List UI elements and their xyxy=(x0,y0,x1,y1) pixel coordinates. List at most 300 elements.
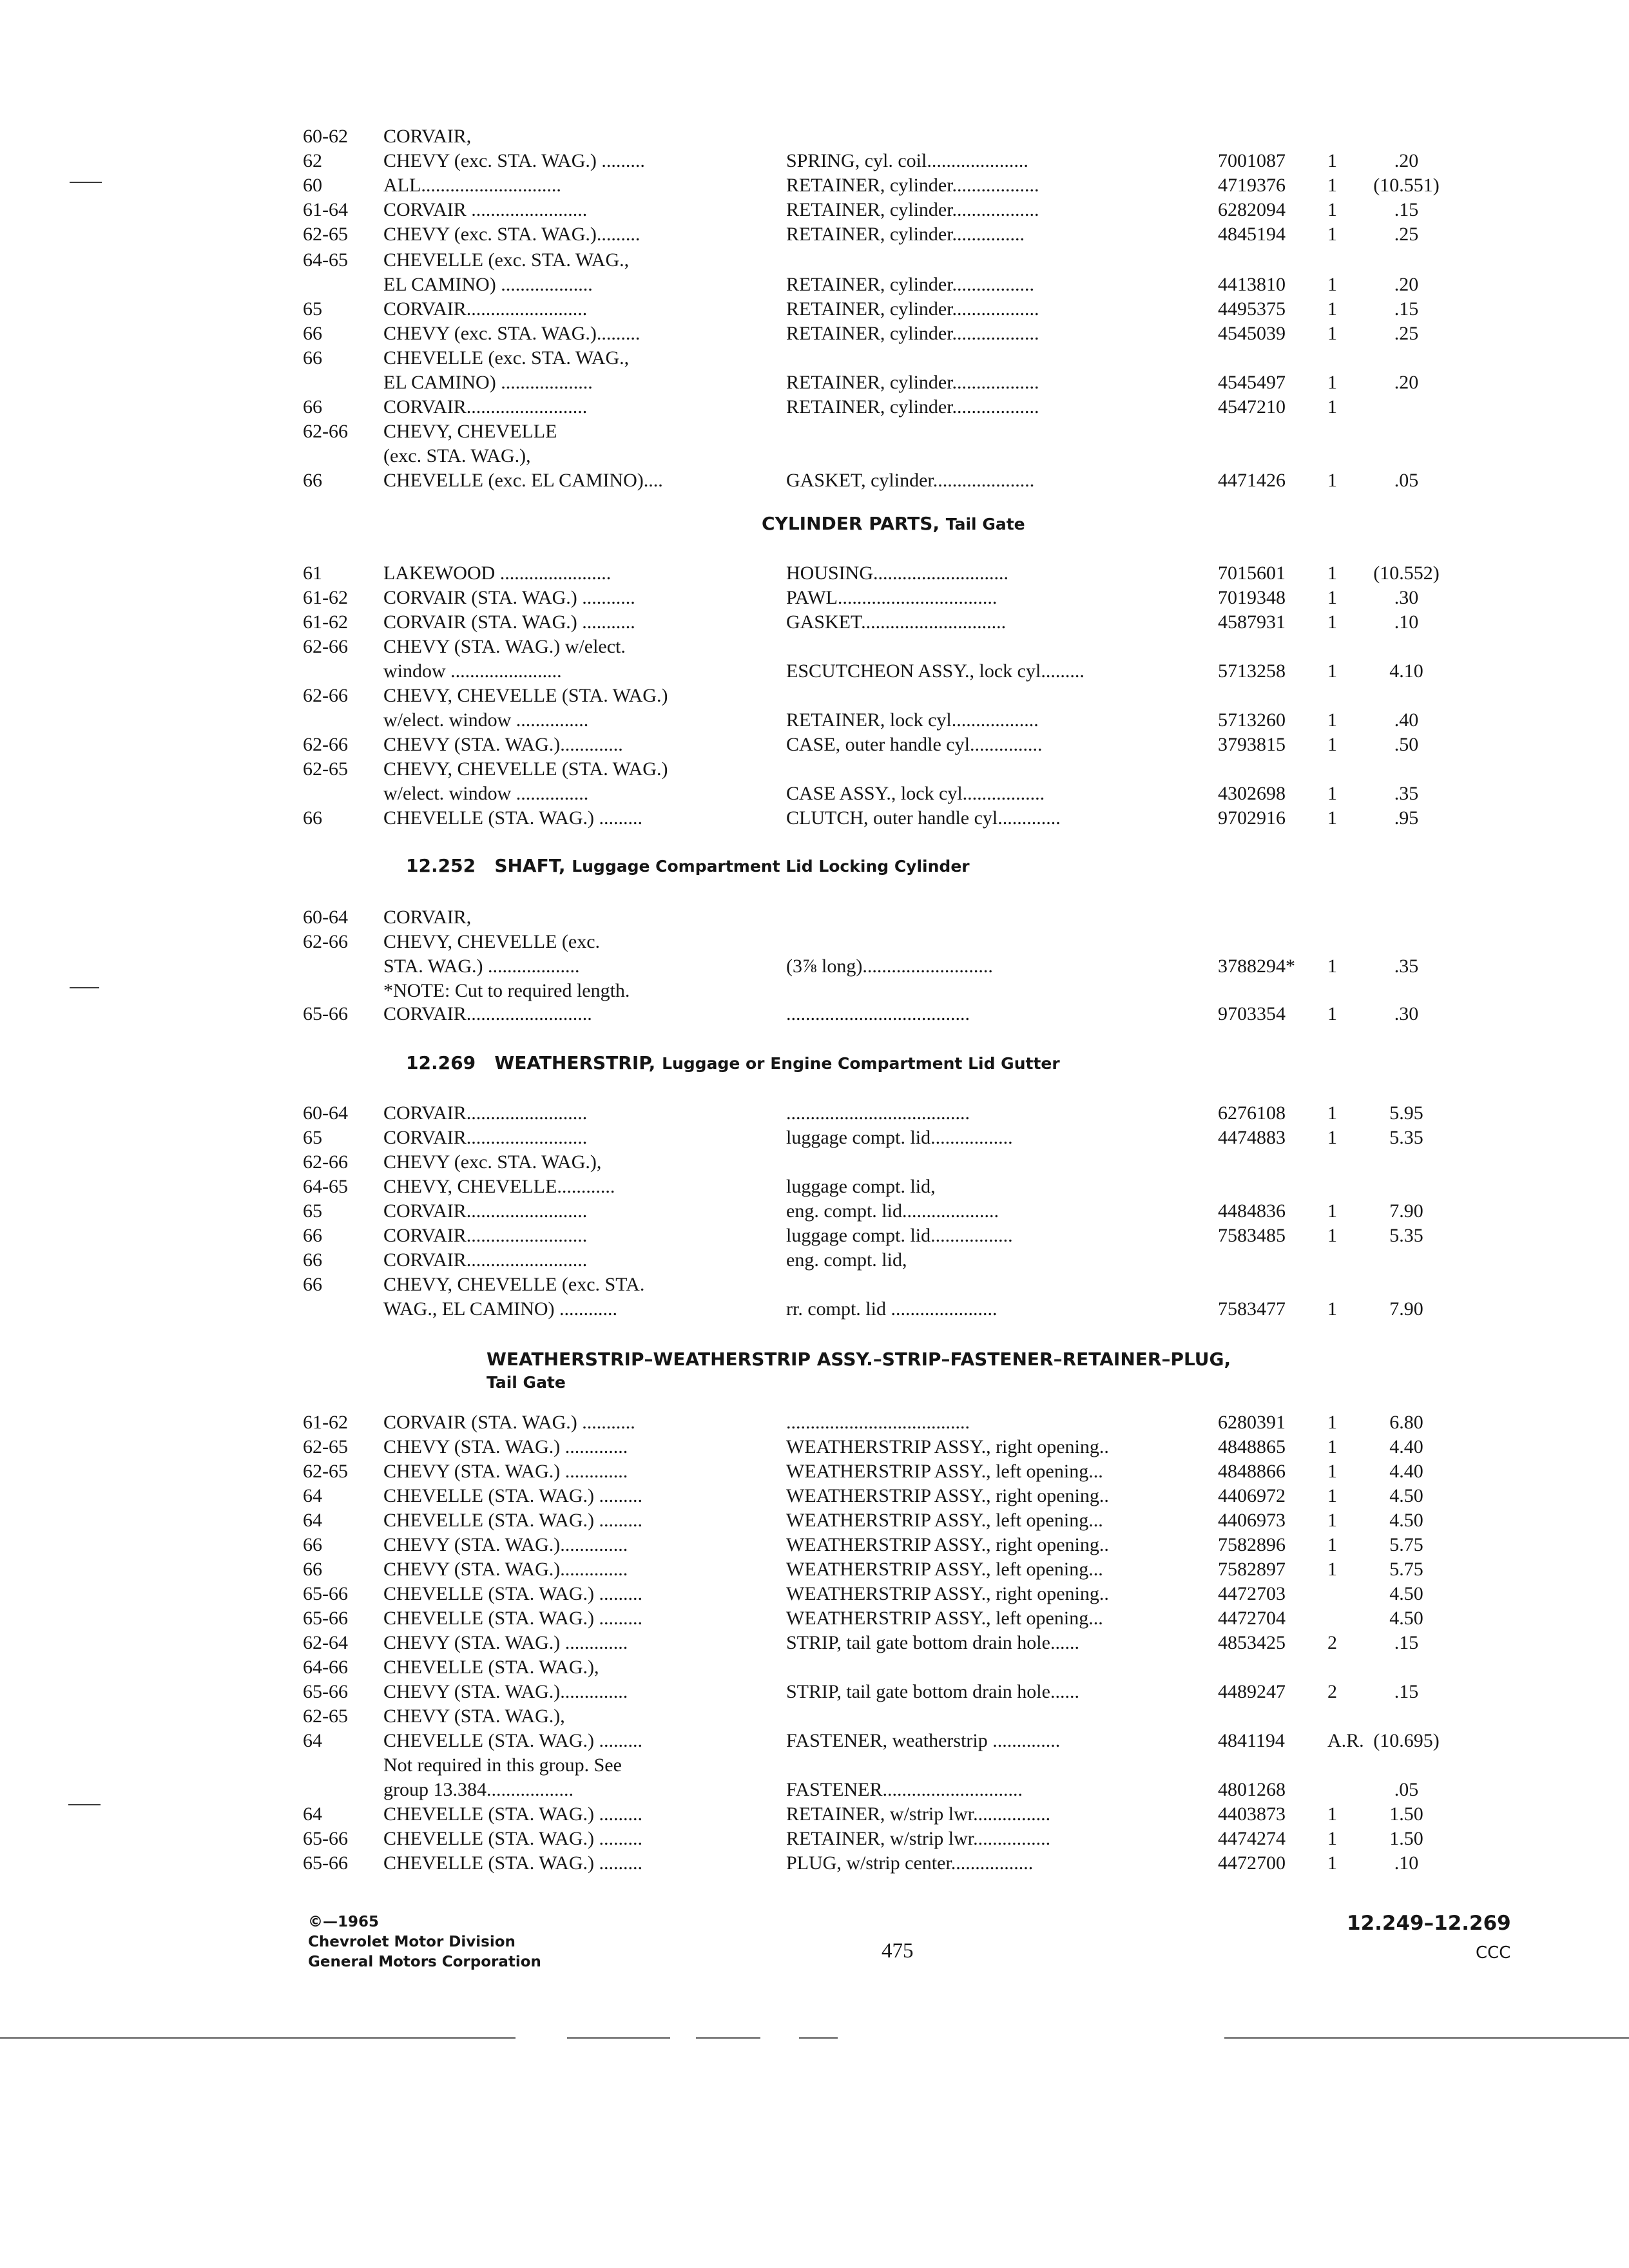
quantity: A.R. xyxy=(1327,1730,1364,1751)
year: 66 xyxy=(303,807,322,829)
part: RETAINER, cylinder.................. xyxy=(786,323,1039,344)
year: 60-62 xyxy=(303,126,348,147)
footer-code: CCC xyxy=(1476,1943,1511,1963)
parts-row xyxy=(0,707,1629,733)
bottom-rule xyxy=(567,2037,670,2039)
parts-row xyxy=(0,1679,1629,1705)
part: (3⅞ long)........................... xyxy=(786,956,993,977)
model: CHEVY, CHEVELLE (STA. WAG.) xyxy=(383,758,668,780)
parts-row xyxy=(0,1483,1629,1509)
heading-main: WEATHERSTRIP, xyxy=(494,1052,656,1073)
part-number: 4848866 xyxy=(1218,1461,1286,1482)
part-number: 4848865 xyxy=(1218,1436,1286,1457)
model: WAG., EL CAMINO) ............ xyxy=(383,1298,618,1320)
parts-row xyxy=(0,1100,1629,1126)
price: .15 xyxy=(1394,1681,1419,1702)
part: luggage compt. lid................. xyxy=(786,1225,1013,1246)
quantity: 1 xyxy=(1327,1559,1337,1580)
year: 64-65 xyxy=(303,249,348,271)
part: ...................................... xyxy=(786,1412,970,1433)
parts-row xyxy=(0,370,1629,396)
quantity: 1 xyxy=(1327,1828,1337,1849)
part-number: 7019348 xyxy=(1218,587,1286,608)
part: WEATHERSTRIP ASSY., left opening... xyxy=(786,1608,1103,1629)
part: RETAINER, cylinder.................. xyxy=(786,396,1039,418)
year: 62-65 xyxy=(303,1461,348,1482)
footer-copyright: ©—1965 xyxy=(308,1914,380,1930)
section-heading-12-269 xyxy=(406,1052,1060,1075)
parts-row xyxy=(0,905,1629,930)
parts-row xyxy=(0,1272,1629,1298)
part-number: 4545039 xyxy=(1218,323,1286,344)
heading-number: 12.269 xyxy=(406,1052,476,1073)
part: WEATHERSTRIP ASSY., left opening... xyxy=(786,1559,1103,1580)
part: RETAINER, cylinder................. xyxy=(786,274,1035,295)
year: 65 xyxy=(303,298,322,320)
heading-sub: Tail Gate xyxy=(487,1373,566,1392)
price: 5.75 xyxy=(1389,1534,1423,1555)
year: 66 xyxy=(303,1249,322,1271)
part: ...................................... xyxy=(786,1003,970,1024)
part-number: 4474274 xyxy=(1218,1828,1286,1849)
quantity: 1 xyxy=(1327,1127,1337,1148)
part: RETAINER, cylinder.................. xyxy=(786,199,1039,220)
parts-row xyxy=(0,1704,1629,1729)
price: 1.50 xyxy=(1389,1803,1423,1825)
price: .10 xyxy=(1394,611,1419,633)
year: 62-64 xyxy=(303,1632,348,1653)
parts-row xyxy=(0,781,1629,807)
part-number: 4484836 xyxy=(1218,1200,1286,1222)
model: CHEVELLE (STA. WAG.), xyxy=(383,1657,599,1678)
year: 61 xyxy=(303,562,322,584)
heading-main: SHAFT, xyxy=(494,855,566,876)
parts-row xyxy=(0,1581,1629,1607)
model: CORVAIR......................... xyxy=(383,1249,588,1271)
part-number: 4495375 xyxy=(1218,298,1286,320)
year: 66 xyxy=(303,347,322,369)
model: CHEVY (exc. STA. WAG.)......... xyxy=(383,224,641,245)
price: .25 xyxy=(1394,323,1419,344)
year: 62-65 xyxy=(303,1436,348,1457)
part: rr. compt. lid ...................... xyxy=(786,1298,998,1320)
model: CHEVELLE (STA. WAG.) ......... xyxy=(383,1730,642,1751)
model: CHEVY (STA. WAG.).............. xyxy=(383,1681,628,1702)
parts-row xyxy=(0,683,1629,709)
parts-row xyxy=(0,394,1629,420)
section-heading-weatherstrip-tail-gate xyxy=(487,1348,1231,1394)
quantity: 1 xyxy=(1327,1225,1337,1246)
parts-row xyxy=(0,148,1629,174)
quantity: 1 xyxy=(1327,1534,1337,1555)
quantity: 1 xyxy=(1327,734,1337,755)
price: .15 xyxy=(1394,298,1419,320)
parts-row xyxy=(0,978,1629,1004)
parts-row xyxy=(0,610,1629,635)
price: .20 xyxy=(1394,150,1419,171)
quantity: 1 xyxy=(1327,1003,1337,1024)
model: CHEVY, CHEVELLE xyxy=(383,421,557,442)
price: .15 xyxy=(1394,1632,1419,1653)
parts-row xyxy=(0,1826,1629,1852)
part-number: 4472700 xyxy=(1218,1852,1286,1874)
model: w/elect. window ............... xyxy=(383,783,589,804)
model: window ....................... xyxy=(383,660,562,682)
year: 65-66 xyxy=(303,1608,348,1629)
model: Not required in this group. See xyxy=(383,1754,622,1776)
model: CHEVY (exc. STA. WAG.), xyxy=(383,1151,602,1173)
quantity: 1 xyxy=(1327,1510,1337,1531)
parts-row xyxy=(0,1532,1629,1558)
part-number: 4801268 xyxy=(1218,1779,1286,1800)
parts-row xyxy=(0,1508,1629,1533)
year: 62-66 xyxy=(303,636,348,657)
part-number: 6276108 xyxy=(1218,1102,1286,1124)
price: 5.35 xyxy=(1389,1127,1423,1148)
price: (10.552) xyxy=(1373,562,1440,584)
part-number: 3788294* xyxy=(1218,956,1295,977)
parts-row xyxy=(0,1777,1629,1803)
year: 61-62 xyxy=(303,587,348,608)
model: CHEVY (STA. WAG.) w/elect. xyxy=(383,636,626,657)
part: PLUG, w/strip center................. xyxy=(786,1852,1034,1874)
model: CHEVY, CHEVELLE............ xyxy=(383,1176,615,1197)
model: STA. WAG.) ................... xyxy=(383,956,580,977)
part: RETAINER, cylinder.................. xyxy=(786,175,1039,196)
year: 64-66 xyxy=(303,1657,348,1678)
model: CHEVELLE (exc. EL CAMINO).... xyxy=(383,470,663,491)
price: 5.95 xyxy=(1389,1102,1423,1124)
model: CORVAIR......................... xyxy=(383,1102,588,1124)
quantity: 1 xyxy=(1327,1436,1337,1457)
price: 4.50 xyxy=(1389,1583,1423,1604)
heading-main: CYLINDER PARTS, xyxy=(762,513,940,534)
part-number: 4719376 xyxy=(1218,175,1286,196)
model: CORVAIR (STA. WAG.) ........... xyxy=(383,611,635,633)
quantity: 1 xyxy=(1327,1102,1337,1124)
model: CHEVELLE (STA. WAG.) ......... xyxy=(383,1510,642,1531)
price: 7.90 xyxy=(1389,1200,1423,1222)
parts-row xyxy=(0,1630,1629,1656)
parts-row xyxy=(0,222,1629,247)
quantity: 1 xyxy=(1327,709,1337,731)
model: CORVAIR (STA. WAG.) ........... xyxy=(383,587,635,608)
year: 61-62 xyxy=(303,611,348,633)
parts-row xyxy=(0,197,1629,223)
model: CHEVY (STA. WAG.) ............. xyxy=(383,1632,628,1653)
quantity: 1 xyxy=(1327,562,1337,584)
part: RETAINER, w/strip lwr................ xyxy=(786,1803,1051,1825)
parts-row xyxy=(0,1001,1629,1027)
part: HOUSING............................ xyxy=(786,562,1008,584)
year: 60 xyxy=(303,175,322,196)
part: CASE, outer handle cyl............... xyxy=(786,734,1043,755)
model: CORVAIR.......................... xyxy=(383,1003,592,1024)
quantity: 1 xyxy=(1327,660,1337,682)
model: CHEVY, CHEVELLE (exc. STA. xyxy=(383,1274,645,1295)
quantity: 1 xyxy=(1327,956,1337,977)
parts-row xyxy=(0,1410,1629,1436)
price: (10.695) xyxy=(1373,1730,1440,1751)
part-number: 4845194 xyxy=(1218,224,1286,245)
model: CORVAIR, xyxy=(383,126,472,147)
part: WEATHERSTRIP ASSY., right opening.. xyxy=(786,1436,1109,1457)
price: .05 xyxy=(1394,1779,1419,1800)
part-number: 7015601 xyxy=(1218,562,1286,584)
part: WEATHERSTRIP ASSY., right opening.. xyxy=(786,1534,1109,1555)
parts-row xyxy=(0,1753,1629,1778)
year: 65-66 xyxy=(303,1003,348,1024)
model: CORVAIR, xyxy=(383,907,472,928)
part-number: 6282094 xyxy=(1218,199,1286,220)
part-number: 9702916 xyxy=(1218,807,1286,829)
year: 64 xyxy=(303,1510,322,1531)
part: CASE ASSY., lock cyl................. xyxy=(786,783,1045,804)
part-number: 4406973 xyxy=(1218,1510,1286,1531)
year: 65-66 xyxy=(303,1828,348,1849)
price: 4.10 xyxy=(1389,660,1423,682)
heading-sub: Tail Gate xyxy=(945,515,1025,533)
part-number: 4472703 xyxy=(1218,1583,1286,1604)
part-number: 5713258 xyxy=(1218,660,1286,682)
quantity: 1 xyxy=(1327,372,1337,393)
part-number: 4403873 xyxy=(1218,1803,1286,1825)
price: .30 xyxy=(1394,587,1419,608)
price: 5.35 xyxy=(1389,1225,1423,1246)
model: EL CAMINO) ................... xyxy=(383,274,593,295)
parts-row xyxy=(0,1802,1629,1827)
year: 65 xyxy=(303,1200,322,1222)
bottom-rule xyxy=(0,2037,516,2039)
quantity: 2 xyxy=(1327,1681,1337,1702)
model: LAKEWOOD ....................... xyxy=(383,562,612,584)
parts-row xyxy=(0,321,1629,347)
price: 4.50 xyxy=(1389,1485,1423,1506)
part: RETAINER, cylinder.................. xyxy=(786,372,1039,393)
parts-row xyxy=(0,247,1629,273)
part-number: 4841194 xyxy=(1218,1730,1285,1751)
model: CHEVY, CHEVELLE (exc. xyxy=(383,931,601,952)
part: GASKET, cylinder..................... xyxy=(786,470,1035,491)
model: CORVAIR (STA. WAG.) ........... xyxy=(383,1412,635,1433)
model: CHEVELLE (STA. WAG.) ......... xyxy=(383,1583,642,1604)
year: 65-66 xyxy=(303,1681,348,1702)
year: 65-66 xyxy=(303,1852,348,1874)
price: 5.75 xyxy=(1389,1559,1423,1580)
model: EL CAMINO) ................... xyxy=(383,372,593,393)
parts-row xyxy=(0,1174,1629,1200)
part-number: 4853425 xyxy=(1218,1632,1286,1653)
quantity: 1 xyxy=(1327,175,1337,196)
price: .40 xyxy=(1394,709,1419,731)
part: luggage compt. lid, xyxy=(786,1176,936,1197)
model: CHEVY (STA. WAG.).............. xyxy=(383,1559,628,1580)
model: CHEVELLE (STA. WAG.) ......... xyxy=(383,1803,642,1825)
part: ...................................... xyxy=(786,1102,970,1124)
bottom-rule xyxy=(696,2037,760,2039)
part-number: 7582896 xyxy=(1218,1534,1286,1555)
part: eng. compt. lid, xyxy=(786,1249,907,1271)
parts-row xyxy=(0,805,1629,831)
model: w/elect. window ............... xyxy=(383,709,589,731)
quantity: 1 xyxy=(1327,199,1337,220)
quantity: 1 xyxy=(1327,1200,1337,1222)
parts-row xyxy=(0,272,1629,298)
part-number: 4472704 xyxy=(1218,1608,1286,1629)
part: WEATHERSTRIP ASSY., left opening... xyxy=(786,1510,1103,1531)
part: SPRING, cyl. coil..................... xyxy=(786,150,1028,171)
heading-sub: Luggage Compartment Lid Locking Cylinder xyxy=(572,857,970,876)
model: CHEVY (STA. WAG.) ............. xyxy=(383,1461,628,1482)
parts-row xyxy=(0,1557,1629,1582)
price: 4.50 xyxy=(1389,1608,1423,1629)
year: 62-66 xyxy=(303,685,348,706)
year: 65 xyxy=(303,1127,322,1148)
part-number: 4413810 xyxy=(1218,274,1286,295)
part-number: 4471426 xyxy=(1218,470,1286,491)
model: CORVAIR......................... xyxy=(383,396,588,418)
price: .30 xyxy=(1394,1003,1419,1024)
parts-row xyxy=(0,1296,1629,1322)
part: RETAINER, lock cyl.................. xyxy=(786,709,1039,731)
parts-row xyxy=(0,561,1629,586)
footer-group-range: 12.249–12.269 xyxy=(1347,1912,1511,1935)
margin-tick xyxy=(68,1804,101,1805)
model: CHEVELLE (STA. WAG.) ......... xyxy=(383,807,642,829)
quantity: 1 xyxy=(1327,807,1337,829)
year: 64 xyxy=(303,1485,322,1506)
year: 60-64 xyxy=(303,907,348,928)
parts-row xyxy=(0,658,1629,684)
model: CHEVELLE (STA. WAG.) ......... xyxy=(383,1828,642,1849)
model: CHEVY (STA. WAG.)............. xyxy=(383,734,623,755)
section-heading-12-252 xyxy=(406,854,970,878)
heading-main: WEATHERSTRIP–WEATHERSTRIP ASSY.–STRIP–FASTENER–RETAINER–PLUG, xyxy=(487,1349,1231,1370)
model: CHEVY (exc. STA. WAG.) ......... xyxy=(383,150,645,171)
parts-row xyxy=(0,1728,1629,1754)
model: CHEVY (STA. WAG.), xyxy=(383,1706,565,1727)
model: *NOTE: Cut to required length. xyxy=(383,980,630,1001)
quantity: 1 xyxy=(1327,1461,1337,1482)
year: 62-66 xyxy=(303,421,348,442)
parts-row xyxy=(0,296,1629,322)
part-number: 9703354 xyxy=(1218,1003,1286,1024)
part: GASKET.............................. xyxy=(786,611,1007,633)
parts-row xyxy=(0,1125,1629,1151)
quantity: 1 xyxy=(1327,274,1337,295)
parts-row xyxy=(0,756,1629,782)
model: CHEVELLE (STA. WAG.) ......... xyxy=(383,1608,642,1629)
part: FASTENER............................. xyxy=(786,1779,1023,1800)
parts-row xyxy=(0,1850,1629,1876)
quantity: 2 xyxy=(1327,1632,1337,1653)
bottom-rule xyxy=(799,2037,838,2039)
year: 60-64 xyxy=(303,1102,348,1124)
year: 62-65 xyxy=(303,1706,348,1727)
price: 4.40 xyxy=(1389,1436,1423,1457)
price: 6.80 xyxy=(1389,1412,1423,1433)
price: 4.50 xyxy=(1389,1510,1423,1531)
part-number: 5713260 xyxy=(1218,709,1286,731)
heading-number: 12.252 xyxy=(406,855,476,876)
part: FASTENER, weatherstrip .............. xyxy=(786,1730,1061,1751)
year: 62 xyxy=(303,150,322,171)
bottom-rule xyxy=(1224,2037,1629,2039)
parts-row xyxy=(0,468,1629,494)
part-number: 7583477 xyxy=(1218,1298,1286,1320)
part: RETAINER, w/strip lwr................ xyxy=(786,1828,1051,1849)
year: 66 xyxy=(303,1274,322,1295)
quantity: 1 xyxy=(1327,224,1337,245)
parts-row xyxy=(0,345,1629,371)
year: 64-65 xyxy=(303,1176,348,1197)
parts-row xyxy=(0,1247,1629,1273)
year: 66 xyxy=(303,470,322,491)
quantity: 1 xyxy=(1327,783,1337,804)
footer-publisher xyxy=(308,1912,541,1972)
model: ALL............................. xyxy=(383,175,561,196)
model: CHEVELLE (STA. WAG.) ......... xyxy=(383,1485,642,1506)
parts-row xyxy=(0,929,1629,955)
part: WEATHERSTRIP ASSY., right opening.. xyxy=(786,1583,1109,1604)
quantity: 1 xyxy=(1327,1412,1337,1433)
quantity: 1 xyxy=(1327,298,1337,320)
part-number: 4406972 xyxy=(1218,1485,1286,1506)
parts-row xyxy=(0,124,1629,149)
parts-row xyxy=(0,1198,1629,1224)
part: ESCUTCHEON ASSY., lock cyl......... xyxy=(786,660,1084,682)
price: .10 xyxy=(1394,1852,1419,1874)
part-number: 3793815 xyxy=(1218,734,1286,755)
margin-tick xyxy=(70,987,99,988)
quantity: 1 xyxy=(1327,587,1337,608)
parts-row xyxy=(0,173,1629,198)
part-number: 4489247 xyxy=(1218,1681,1286,1702)
parts-row xyxy=(0,1459,1629,1485)
year: 62-66 xyxy=(303,931,348,952)
year: 61-64 xyxy=(303,199,348,220)
part: RETAINER, cylinder.................. xyxy=(786,298,1039,320)
part-number: 4587931 xyxy=(1218,611,1286,633)
year: 62-66 xyxy=(303,1151,348,1173)
part: PAWL................................. xyxy=(786,587,998,608)
year: 62-65 xyxy=(303,758,348,780)
part-number: 4474883 xyxy=(1218,1127,1286,1148)
model: (exc. STA. WAG.), xyxy=(383,445,531,466)
year: 66 xyxy=(303,396,322,418)
quantity: 1 xyxy=(1327,150,1337,171)
year: 64 xyxy=(303,1803,322,1825)
quantity: 1 xyxy=(1327,1485,1337,1506)
parts-row xyxy=(0,954,1629,979)
price: (10.551) xyxy=(1373,175,1440,196)
part: WEATHERSTRIP ASSY., left opening... xyxy=(786,1461,1103,1482)
model: CORVAIR......................... xyxy=(383,1200,588,1222)
model: CORVAIR......................... xyxy=(383,298,588,320)
quantity: 1 xyxy=(1327,323,1337,344)
model: CHEVY (exc. STA. WAG.)......... xyxy=(383,323,641,344)
year: 64 xyxy=(303,1730,322,1751)
year: 66 xyxy=(303,323,322,344)
model: CHEVY, CHEVELLE (STA. WAG.) xyxy=(383,685,668,706)
part-number: 4545497 xyxy=(1218,372,1286,393)
model: CHEVY (STA. WAG.).............. xyxy=(383,1534,628,1555)
section-heading-cylinder-parts xyxy=(762,512,1025,536)
part-number: 6280391 xyxy=(1218,1412,1286,1433)
heading-sub: Luggage or Engine Compartment Lid Gutter xyxy=(662,1054,1060,1073)
year: 61-62 xyxy=(303,1412,348,1433)
price: .15 xyxy=(1394,199,1419,220)
